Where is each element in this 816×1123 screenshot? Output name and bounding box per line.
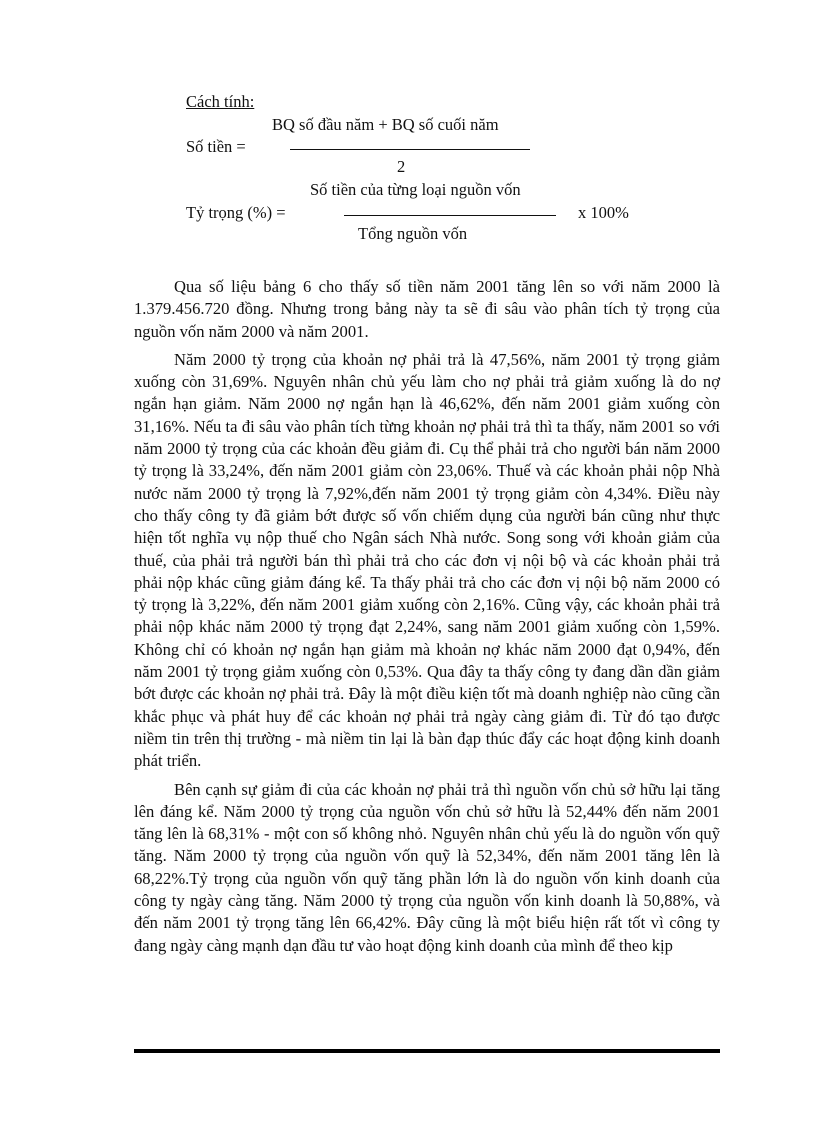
footer-rule xyxy=(134,1049,720,1053)
amount-numerator: BQ số đầu năm + BQ số cuối năm xyxy=(272,115,499,134)
ratio-numerator: Số tiền của từng loại nguồn vốn xyxy=(310,180,521,199)
amount-label: Số tiền = xyxy=(186,137,246,156)
paragraph: Năm 2000 tỷ trọng của khoản nợ phải trả là 47,56%, năm 2001 tỷ trọng giảm xuống còn 31,69%. Nguyên nhân chủ yếu làm cho nợ phải trả giảm xuống là do nợ ngắn hạn giảm. Năm 2000 nợ ngắn hạn là 46,62%, đến năm 2001 giảm xuống còn 31,16%. Nếu ta đi sâu vào phân tích từng khoản nợ phải trả thì ta thấy, năm 2001 so với năm 2000 tỷ trọng của các khoản đều giảm đi. Cụ thể phải trả cho người bán năm 2000 tỷ trọng là 33,24%, đến năm 2001 giảm còn 23,06%. Thuế và các khoản phải nộp Nhà nước năm 2000 tỷ trọng là 7,92%,đến năm 2001 tỷ trọng giảm còn 4,34%. Điều này cho thấy công ty đã giảm bớt được số vốn chiếm dụng của người bán cũng như thực hiện tốt nghĩa vụ nộp thuế cho Ngân sách Nhà nước. Song song với khoản giảm của thuế, của phải trả người bán thì phải trả cho các đơn vị nội bộ và các khoản phải trả phải nộp khác cũng giảm đáng kể. Ta thấy phải trả cho các đơn vị nội bộ năm 2000 có tỷ trọng là 3,22%, đến năm 2001 giảm xuống còn 2,16%. Cũng vậy, các khoản phải trả phải nộp khác năm 2000 tỷ trọng đạt 2,24%, sang năm 2001 giảm xuống còn 1,59%. Không chỉ có khoản nợ ngắn hạn giảm mà khoản nợ khác năm 2000 đạt 0,94%, đến năm 2001 tỷ trọng giảm xuống còn 0,53%. Qua đây ta thấy công ty đang dần dần giảm bớt được các khoản nợ phải trả. Đây là một điều kiện tốt mà doanh nghiệp nào cũng cần khắc phục và phát huy để các khoản nợ phải trả ngày càng giảm đi. Từ đó tạo được niềm tin trên thị trường - mà niềm tin lại là bàn đạp thúc đẩy các hoạt động kinh doanh phát triển. xyxy=(134,349,720,771)
ratio-multiplier: x 100% xyxy=(578,203,629,222)
amount-denominator: 2 xyxy=(397,157,406,176)
amount-fraction-bar xyxy=(290,149,530,150)
paragraph: Qua số liệu bảng 6 cho thấy số tiền năm 2001 tăng lên so với năm 2000 là 1.379.456.720 đồng. Nhưng trong bảng này ta sẽ đi sâu vào phân tích tỷ trọng của nguồn vốn năm 2000 và năm 2001. xyxy=(134,277,720,341)
ratio-label: Tỷ trọng (%) = xyxy=(186,203,286,222)
ratio-fraction-bar xyxy=(344,215,556,216)
formula-heading: Cách tính: xyxy=(186,92,255,111)
paragraph: Bên cạnh sự giảm đi của các khoản nợ phải trả thì nguồn vốn chủ sở hữu lại tăng lên đáng kể. Năm 2000 tỷ trọng của nguồn vốn chủ sở hữu là 52,44% đến năm 2001 tăng lên là 68,31% - một con số không nhỏ. Nguyên nhân chủ yếu là do nguồn vốn quỹ tăng. Năm 2000 tỷ trọng của nguồn vốn quỹ là 52,34%, đến năm 2001 tăng lên là 68,22%.Tỷ trọng của nguồn vốn quỹ tăng phần lớn là do nguồn vốn kinh doanh của công ty ngày càng tăng. Năm 2000 tỷ trọng của nguồn vốn kinh doanh là 50,88%, và đến năm 2001 tỷ trọng tăng lên 66,42%. Đây cũng là một biểu hiện rất tốt vì công ty đang ngày càng mạnh dạn đầu tư vào hoạt động kinh doanh của mình để theo kịp xyxy=(134,779,720,955)
body-text xyxy=(134,276,720,963)
ratio-denominator: Tổng nguồn vốn xyxy=(358,224,468,243)
